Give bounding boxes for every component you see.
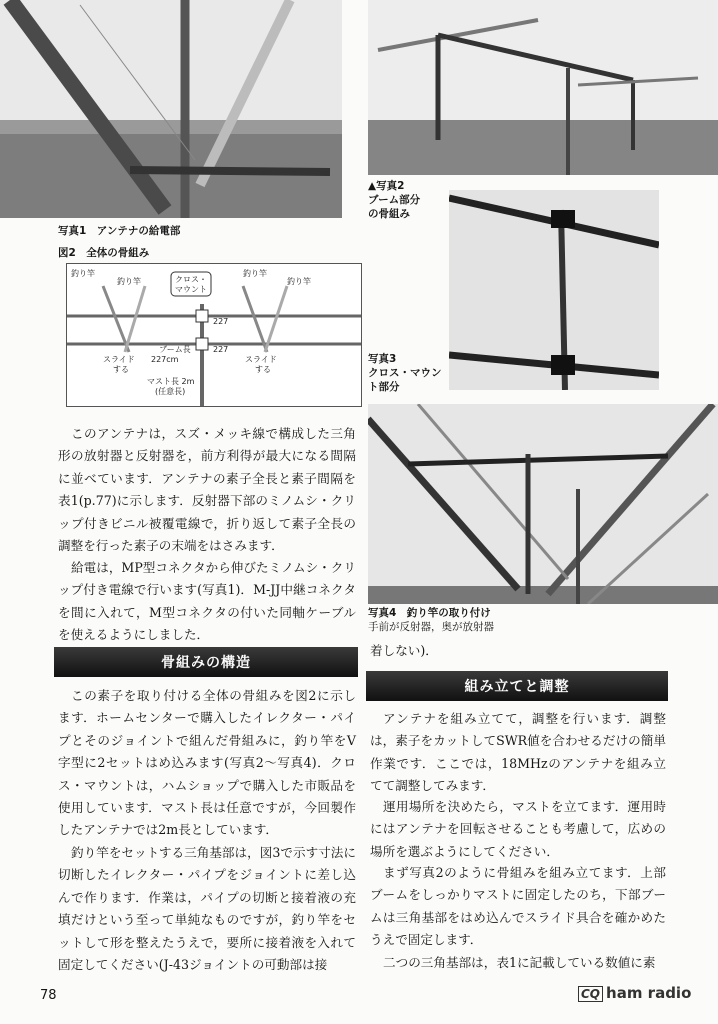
fig2-label-rod-2: 釣り竿: [117, 277, 141, 286]
fig2-label-boom-1: ブーム長: [159, 345, 191, 354]
left-paragraph-2: 給電は，MP型コネクタから伸びたミノムシ・クリップ付き電線で行います(写真1)．M-JJ中継コネクタを間に入れて，M型コネクタの付いた同軸ケーブルを使えるようにしました．: [58, 560, 356, 643]
right-continuation: 着しない)．: [370, 643, 438, 658]
fig2-label-227-bottom: 227: [213, 345, 229, 354]
photo-1-caption: 写真1 アンテナの給電部: [58, 225, 181, 237]
photo-3-caption: 写真3 クロス・マウン ト部分: [368, 353, 442, 394]
magazine-logo: CQ ham radio: [578, 984, 691, 1002]
right-paragraph-3: まず写真2のように骨組みを組み立てます．上部ブームをしっかりマストに固定したのち，下部ブームは三角基部をはめ込んでスライド具合を確かめたうえで固定します．: [370, 865, 666, 948]
page-number: 78: [40, 988, 57, 1003]
fig2-label-boom-2: 227cm: [151, 355, 179, 364]
fig2-label-slide-left-2: する: [113, 365, 129, 374]
fig2-label-slide-left-1: スライド: [103, 355, 135, 364]
fig2-label-rod-3: 釣り竿: [243, 269, 267, 278]
fig2-label-mast-2: (任意長): [155, 387, 186, 396]
left-paragraph-1: このアンテナは，スズ・メッキ線で構成した三角形の放射器と反射器を，前方利得が最大になる間隔に並べています．アンテナの素子全長と素子間隔を表1(p.77)に示します．反射器下部のミノムシ・クリップ付きビニル被覆電線で，折り返して素子全長の調整を行った素子の末端をはさみます．: [58, 426, 356, 554]
section-heading-assembly: 組み立てと調整: [366, 671, 668, 701]
photo-4-caption: 写真4 釣り竿の取り付け 手前が反射器，奥が放射器: [368, 607, 494, 634]
fig2-label-mast-1: マスト長 2m: [147, 377, 195, 386]
photo-1-feed-point: [0, 0, 342, 218]
photo-2-caption: ▲写真2 ブーム部分 の骨組み: [368, 180, 421, 221]
figure-2-frame-diagram: [66, 263, 362, 407]
fig2-label-rod-4: 釣り竿: [287, 277, 311, 286]
fig2-label-slide-right-2: する: [255, 365, 271, 374]
right-paragraph-1: アンテナを組み立てて，調整を行います．調整は，素子をカットしてSWR値を合わせるだけの簡単作業です．ここでは，18MHzのアンテナを組み立てて調整してみます．: [370, 711, 666, 794]
right-paragraph-2: 運用場所を決めたら，マストを立てます．運用時にはアンテナを回転させることも考慮して，広めの場所を選ぶようにしてください．: [370, 799, 666, 859]
fig2-label-slide-right-1: スライド: [245, 355, 277, 364]
figure-2-caption: 図2 全体の骨組み: [58, 247, 150, 259]
photo-3-cross-mount: [449, 190, 659, 390]
left-paragraph-3: この素子を取り付ける全体の骨組みを図2に示します．ホームセンターで購入したイレクター・パイプとそのジョイントで組んだ骨組みに，釣り竿をV字型に2セットはめ込みます(写真2〜写真4)．クロス・マウントは，ハムショップで購入した市販品を使用しています．マスト長は任意ですが，今回製作したアンテナでは2m長としています．: [58, 688, 356, 838]
photo-4-rod-mounting: [368, 404, 718, 604]
fig2-label-227-top: 227: [213, 317, 229, 326]
left-paragraph-4: 釣り竿をセットする三角基部は，図3で示す寸法に切断したイレクター・パイプをジョイントに差し込んで作ります．作業は，パイプの切断と接着液の充填だけという至って単純なものですが，釣り竿をセットして形を整えたうえで，要所に接着液を入れて固定してください(J-43ジョイントの可動部は接: [58, 845, 356, 973]
section-heading-frame-structure: 骨組みの構造: [54, 647, 358, 677]
fig2-label-cross-mount-2: マウント: [175, 285, 207, 294]
fig2-label-cross-mount-1: クロス・: [175, 275, 207, 284]
right-paragraph-4: 二つの三角基部は，表1に記載している数値に素: [383, 955, 656, 970]
fig2-label-rod-1: 釣り竿: [71, 269, 95, 278]
photo-2-boom-frame: [368, 0, 718, 175]
